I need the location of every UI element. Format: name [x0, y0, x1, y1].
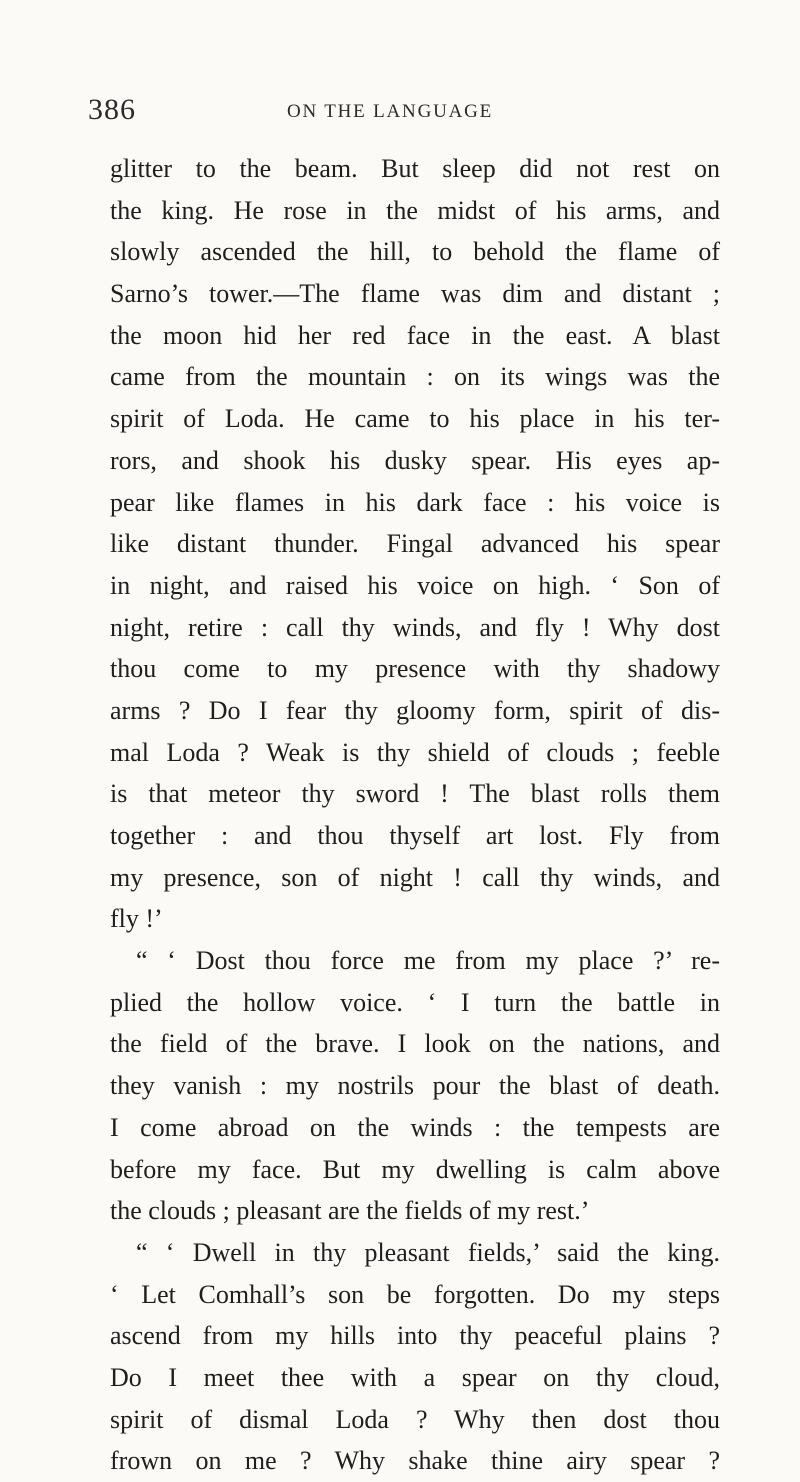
text-line: rors, and shook his dusky spear. His eyes ap-: [110, 445, 720, 475]
text-line: is that meteor thy sword ! The blast rolls them: [110, 779, 720, 809]
text-line: ‘ Let Comhall’s son be forgotten. Do my steps: [110, 1279, 720, 1309]
text-line: Sarno’s tower.—The flame was dim and distant ;: [110, 279, 720, 309]
text-line: night, retire : call thy winds, and fly ! Why dost: [110, 612, 720, 642]
text-line: the moon hid her red face in the east. A blast: [110, 320, 720, 350]
text-line: like distant thunder. Fingal advanced his spear: [110, 529, 720, 559]
text-line: they vanish : my nostrils pour the blast of death.: [110, 1071, 720, 1101]
text-line: Do I meet thee with a spear on thy cloud,: [110, 1362, 720, 1392]
text-line: “ ‘ Dost thou force me from my place ?’ re-: [136, 946, 720, 976]
text-line: the king. He rose in the midst of his arms, and: [110, 195, 720, 225]
text-line: came from the mountain : on its wings was the: [110, 362, 720, 392]
text-line: I come abroad on the winds : the tempests are: [110, 1112, 720, 1142]
text-line: my presence, son of night ! call thy winds, and: [110, 862, 720, 892]
text-line: together : and thou thyself art lost. Fly from: [110, 821, 720, 850]
text-line: the clouds ; pleasant are the fields of my rest.’: [110, 1196, 590, 1226]
text-line: thou come to my presence with thy shadowy: [110, 654, 720, 684]
body-text: [110, 148, 720, 1482]
text-line: pear like flames in his dark face : his voice is: [110, 487, 720, 517]
text-line: mal Loda ? Weak is thy shield of clouds ; feeble: [110, 737, 720, 767]
text-line: arms ? Do I fear thy gloomy form, spirit of dis-: [110, 695, 720, 725]
text-line: glitter to the beam. But sleep did not rest on: [110, 154, 720, 183]
text-line: frown on me ? Why shake thine airy spear ?: [110, 1446, 720, 1476]
text-line: fly !’: [110, 904, 163, 934]
text-line: in night, and raised his voice on high. ‘ Son of: [110, 570, 720, 600]
text-line: slowly ascended the hill, to behold the flame of: [110, 237, 720, 267]
text-line: plied the hollow voice. ‘ I turn the battle in: [110, 987, 720, 1017]
page-number: 386: [88, 93, 136, 126]
text-line: the field of the brave. I look on the nations, and: [110, 1029, 720, 1059]
text-line: spirit of dismal Loda ? Why then dost thou: [110, 1404, 720, 1434]
running-head: [0, 92, 800, 128]
text-line: before my face. But my dwelling is calm above: [110, 1154, 720, 1184]
running-title: ON THE LANGUAGE: [287, 101, 494, 122]
text-line: “ ‘ Dwell in thy pleasant fields,’ said the king.: [136, 1237, 720, 1267]
text-line: ascend from my hills into thy peaceful plains ?: [110, 1321, 720, 1351]
text-line: spirit of Loda. He came to his place in his ter-: [110, 404, 720, 434]
